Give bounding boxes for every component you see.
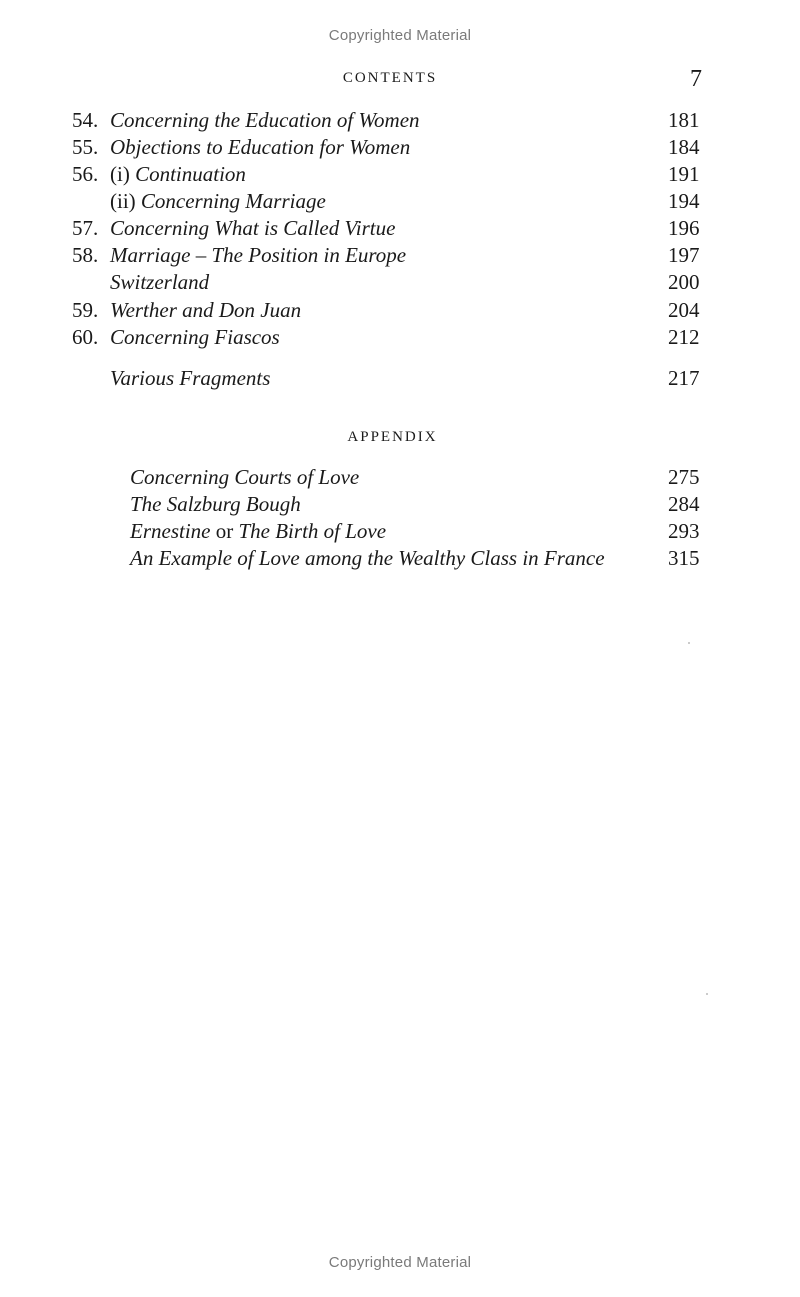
sub-part-label: (ii) [110, 189, 136, 213]
chapter-number: 54. [72, 108, 99, 132]
toc-entry [0, 243, 800, 269]
page-ref: 194 [668, 189, 700, 213]
toc-entry [0, 189, 800, 215]
chapter-title: Concerning the Education of Women [110, 108, 420, 132]
page-ref: 204 [668, 298, 700, 322]
copyright-watermark-top: Copyrighted Material [328, 27, 472, 44]
page-ref: 200 [668, 270, 700, 294]
chapter-title: Various Fragments [110, 366, 271, 390]
toc-entry [0, 216, 800, 242]
scan-speck [688, 642, 690, 644]
page-ref: 217 [668, 366, 700, 390]
page-number: 7 [690, 66, 702, 92]
chapter-title [110, 189, 326, 214]
page-ref: 275 [668, 465, 700, 489]
sub-part-title: Continuation [135, 162, 246, 186]
appendix-title [130, 519, 386, 544]
appendix-entry [0, 546, 800, 572]
appendix-entry [0, 465, 800, 491]
chapter-number: 60. [72, 325, 99, 349]
chapter-title: Werther and Don Juan [110, 298, 302, 322]
appendix-title: Concerning Courts of Love [130, 465, 360, 489]
chapter-title: Marriage – The Position in Europe [110, 243, 407, 267]
toc-entry [0, 270, 800, 296]
running-header [0, 68, 800, 92]
page-ref: 196 [668, 216, 700, 240]
appendix-entry [0, 492, 800, 518]
toc-entry [0, 366, 800, 392]
page-title: CONTENTS [342, 70, 438, 86]
chapter-number: 57. [72, 216, 99, 240]
chapter-title: Concerning Fiascos [110, 325, 280, 349]
appendix-title-part-b: The Birth of Love [238, 519, 387, 543]
toc-entry [0, 108, 800, 134]
appendix-title: An Example of Love among the Wealthy Class in France [130, 546, 605, 570]
title-connector: or [215, 519, 234, 543]
copyright-watermark-bottom: Copyrighted Material [328, 1254, 472, 1271]
page-ref: 293 [668, 519, 700, 543]
page-ref: 191 [668, 162, 700, 186]
appendix-entry [0, 519, 800, 545]
toc-entry [0, 135, 800, 161]
sub-part-label: (i) [110, 162, 130, 186]
chapter-number: 58. [72, 243, 99, 267]
chapter-number: 56. [72, 162, 99, 186]
toc-entry [0, 325, 800, 351]
appendix-title-part-a: Ernestine [130, 519, 211, 543]
chapter-title: Switzerland [110, 270, 210, 294]
chapter-number: 59. [72, 298, 99, 322]
toc-entry [0, 162, 800, 188]
appendix-heading: APPENDIX [347, 429, 438, 445]
page-ref: 212 [668, 325, 700, 349]
page-ref: 197 [668, 243, 700, 267]
scan-speck [706, 993, 708, 995]
chapter-title: Concerning What is Called Virtue [110, 216, 396, 240]
page-ref: 315 [668, 546, 700, 570]
sub-part-title: Concerning Marriage [140, 189, 326, 213]
toc-entry [0, 298, 800, 324]
appendix-title: The Salzburg Bough [130, 492, 301, 516]
page-ref: 284 [668, 492, 700, 516]
page-ref: 181 [668, 108, 700, 132]
chapter-title [110, 162, 246, 187]
page-ref: 184 [668, 135, 700, 159]
chapter-number: 55. [72, 135, 99, 159]
chapter-title: Objections to Education for Women [110, 135, 411, 159]
